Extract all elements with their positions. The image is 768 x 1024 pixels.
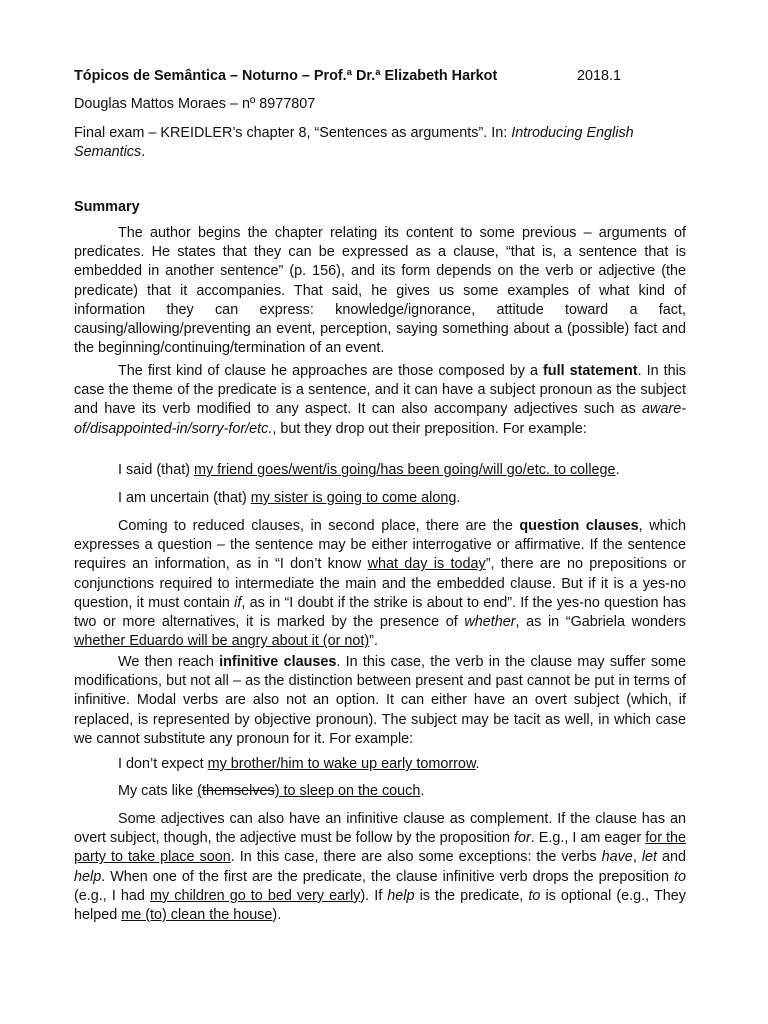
summary-heading: Summary xyxy=(74,199,140,215)
book-title: Introducing English Semantics xyxy=(74,125,634,161)
semester: 2018.1 xyxy=(577,68,622,84)
example-4: My cats like (themselves) to sleep on the couch. xyxy=(118,783,425,799)
paragraph-2: The first kind of clause he approaches are those composed by a full statement. In this case the theme of the predicate is a sentence, and it can have a subject pronoun as the subject and have its verb modified to any aspect. It can also accompany adjectives such as aware-of/disappointed-in/sorry-for/etc., but they drop out their preposition. For example: xyxy=(74,363,686,437)
course-title: Tópicos de Semântica – Noturno – Prof.ª Dr.ª Elizabeth Harkot xyxy=(74,68,498,84)
paragraph-1: The author begins the chapter relating its content to some previous – arguments of predicates. He states that they can be expressed as a clause, “that is, a sentence that is embedded in another sentence” (p. 156), and its form depends on the verb or adjective (the predicate) that it accompanies. That said, he gives us some examples of what kind of information they can express: knowledge/ignorance, attitude toward a fact, causing/allowing/preventing an event, perception, saying something about a (possible) fact and the beginning/continuing/termination of an event. xyxy=(74,225,686,357)
example-3: I don’t expect my brother/him to wake up early tomorrow. xyxy=(118,756,480,772)
exam-reference: Final exam – KREIDLER’s chapter 8, “Sentences as arguments”. In: Introducing English Semantics. xyxy=(74,125,634,161)
example-2: I am uncertain (that) my sister is going to come along. xyxy=(118,490,461,506)
paragraph-3: Coming to reduced clauses, in second place, there are the question clauses, which expresses a question – the sentence may be either interrogative or affirmative. If the sentence requires an information, as in “I don’t know what day is today”, there are no prepositions or conjunctions required to intermediate the main and the embedded clause. But if it is a yes-no question, it must contain if, as in “I doubt if the strike is about to end”. If the yes-no question has two or more alternatives, it is marked by the presence of whether, as in “Gabriela wonders whether Eduardo will be angry about it (or not)”. xyxy=(74,518,686,650)
struck-word: themselves xyxy=(201,783,275,799)
paragraph-5: Some adjectives can also have an infinitive clause as complement. If the clause has an overt subject, though, the adjective must be follow by the proposition for. E.g., I am eager for the party to take place soon. In this case, there are also some exceptions: the verbs have, let and help. When one of the first are the predicate, the clause infinitive verb drops the preposition to (e.g., I had my children go to bed very early). If help is the predicate, to is optional (e.g., They helped me (to) clean the house). xyxy=(74,811,687,924)
paragraph-4: We then reach infinitive clauses. In this case, the verb in the clause may suffer some modifications, but not all – as the distinction between present and past cannot be put in terms of infinitive. Modal verbs are also not an option. It can either have an overt subject (which, if replaced, is represented by objective pronoun). The subject may be tacit as well, in which case we cannot substitute any pronoun for it. For example: xyxy=(74,654,687,747)
student-line: Douglas Mattos Moraes – nº 8977807 xyxy=(74,96,316,112)
example-1: I said (that) my friend goes/went/is going/has been going/will go/etc. to college. xyxy=(118,462,620,478)
